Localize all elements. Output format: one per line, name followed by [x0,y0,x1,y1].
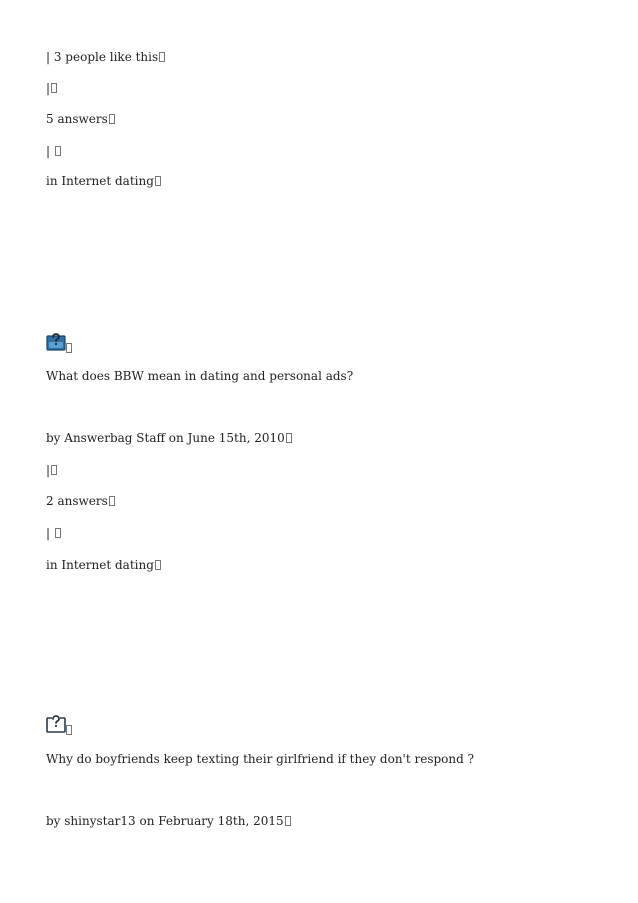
byline: by shinystar13 on February 18th, 2015 [46,814,291,828]
missing-glyph-icon [55,528,61,538]
question-title[interactable]: What does BBW mean in dating and personal ads? [46,369,354,383]
separator: | [46,526,61,540]
missing-glyph-icon [66,343,72,353]
question-icon[interactable] [46,713,66,733]
missing-glyph-icon [285,816,291,826]
missing-glyph-icon [159,52,165,62]
separator: | [46,463,57,477]
likes-count[interactable]: | 3 people like this [46,50,165,64]
byline: by Answerbag Staff on June 15th, 2010 [46,431,292,445]
question-title[interactable]: Why do boyfriends keep texting their girlfriend if they don't respond ? [46,752,475,766]
missing-glyph-icon [109,496,115,506]
missing-glyph-icon [109,114,115,124]
category-link[interactable]: in Internet dating [46,558,161,572]
category-link[interactable]: in Internet dating [46,174,161,188]
missing-glyph-icon [55,146,61,156]
missing-glyph-icon [51,83,57,93]
separator: | [46,81,57,95]
question-icon[interactable] [46,331,66,351]
answers-link[interactable]: 2 answers [46,494,115,508]
answers-link[interactable]: 5 answers [46,112,115,126]
missing-glyph-icon [286,433,292,443]
separator: | [46,144,61,158]
missing-glyph-icon [155,176,161,186]
missing-glyph-icon [155,560,161,570]
missing-glyph-icon [66,725,72,735]
missing-glyph-icon [51,465,57,475]
